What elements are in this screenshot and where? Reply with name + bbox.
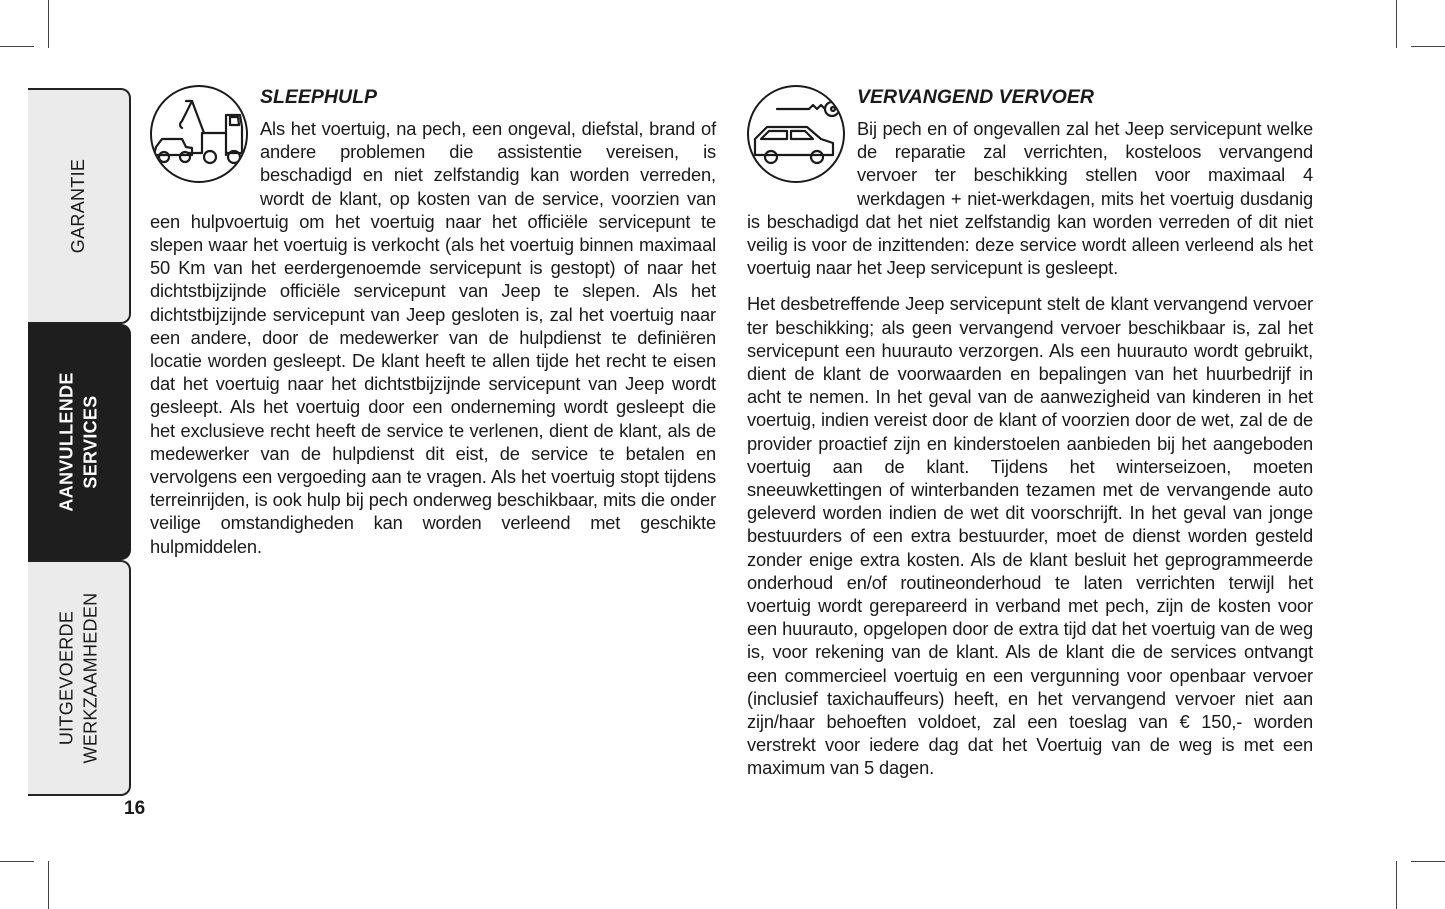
tow-truck-icon bbox=[150, 85, 248, 183]
tab-uitgevoerde-werkzaamheden-label: UITGEVOERDE WERKZAAMHEDEN bbox=[56, 592, 101, 764]
paragraph: Als het voertuig, na pech, een ongeval, diefstal, brand of andere problemen die assistentie vereisen, is beschadigd en niet zelfstandig kan worden verreden, wordt de klant, op kosten van de service, voorzien van een hulpvoertuig om het voertuig naar het officiële servicepunt te slepen waar het voertuig is verkocht (als het voertuig binnen maximaal 50 Km van het eerdergenoemde servicepunt is gestopt) of naar het dichtstbijzijnde officiële servicepunt van Jeep te slepen. Als het dichtstbijzijnde servicepunt van Jeep gesloten is, zal het voertuig naar een andere, door de medewerker van de hulpdienst te definiëren locatie worden gesleept. De klant heeft te allen tijde het recht te eisen dat het voertuig naar het dichtstbijzijnde servicepunt van Jeep wordt gesleept. Als het voertuig door een onderneming wordt gesleept die het exclusieve recht heeft de service te verlenen, dient de klant, als de medewerker van de hulpdienst dit eist, de service te betalen en vervolgens een vergoeding aan te vragen. Als het voertuig stopt tijdens terreinrijden, is ook hulp bij pech onderweg beschikbaar, mits die onder veilige omstandigheden kan worden verleend met geschikte hulpmiddelen. bbox=[150, 118, 716, 557]
paragraph: Bij pech en of ongevallen zal het Jeep servicepunt welke de reparatie zal verrichten, kosteloos vervangend vervoer ter beschikking stellen voor maximaal 4 werkdagen + niet-werkdagen, mits het voertuig dusdanig is beschadigd dat het niet zelfstandig kan worden verreden of dit niet veilig is voor de inzittenden: deze service wordt alleen verleend als het voertuig naar het Jeep servicepunt is gesleept. bbox=[747, 118, 1313, 279]
crop-mark bbox=[1396, 861, 1397, 909]
tab-garantie[interactable] bbox=[28, 88, 131, 324]
tab-aanvullende-services-label: AANVULLENDE SERVICES bbox=[56, 372, 101, 512]
section-sleephulp bbox=[150, 82, 716, 571]
tab-garantie-label: GARANTIE bbox=[68, 158, 89, 254]
crop-mark bbox=[0, 861, 34, 862]
heading-sleephulp: SLEEPHULP bbox=[260, 86, 378, 108]
crop-mark bbox=[1411, 861, 1445, 862]
crop-mark bbox=[0, 46, 34, 47]
crop-mark bbox=[1411, 46, 1445, 47]
crop-mark bbox=[48, 861, 49, 909]
heading-vervangend-vervoer: VERVANGEND VERVOER bbox=[857, 86, 1094, 108]
paragraph: Het desbetreffende Jeep servicepunt stelt de klant vervangend vervoer ter beschikking; als geen vervangend vervoer beschikbaar is, zal het servicepunt een huurauto verzorgen. Als een huurauto wordt gebruikt, dient de klant de voorwaarden en bepalingen van het huurbedrijf in acht te nemen. In het geval van de aanwezigheid van kinderen in het voertuig, indien vereist door de klant of voorzien door de wet, zal de de provider proactief zijn en kinderstoelen aanbieden bij het aangeboden voertuig aan de klant. Tijdens het winterseizoen, moeten sneeuwkettingen of winterbanden tezamen met de vervangende auto geleverd worden indien de wet dit voorschrijft. In het geval van jonge bestuurders of een extra bestuurder, moet de dienst worden gesteld zonder enige extra kosten. Als de klant besluit het geprogrammeerde onderhoud en/of routineonderhoud te laten verrichten terwijl het voertuig wordt gerepareerd in verband met pech, zijn de kosten voor een huurauto, opgelopen door de extra tijd dat het voertuig van de weg is, voor rekening van de klant. Als de klant die de services ontvangt een commercieel voertuig en een vergunning voor openbaar vervoer (inclusief taxichauffeurs) heeft, en het vervangend vervoer niet aan zijn/haar behoeften voldoet, zal een toeslag van € 150,- worden verstrekt voor iedere dag dat het Voertuig van de weg is met een maximum van 5 dagen. bbox=[747, 293, 1313, 779]
crop-mark bbox=[1396, 0, 1397, 48]
section-vervangend-vervoer bbox=[747, 82, 1313, 793]
replacement-car-icon bbox=[747, 85, 845, 183]
tab-aanvullende-services[interactable] bbox=[28, 324, 131, 560]
crop-mark bbox=[48, 0, 49, 48]
page-number: 16 bbox=[124, 798, 146, 819]
tab-uitgevoerde-werkzaamheden[interactable] bbox=[28, 560, 131, 796]
